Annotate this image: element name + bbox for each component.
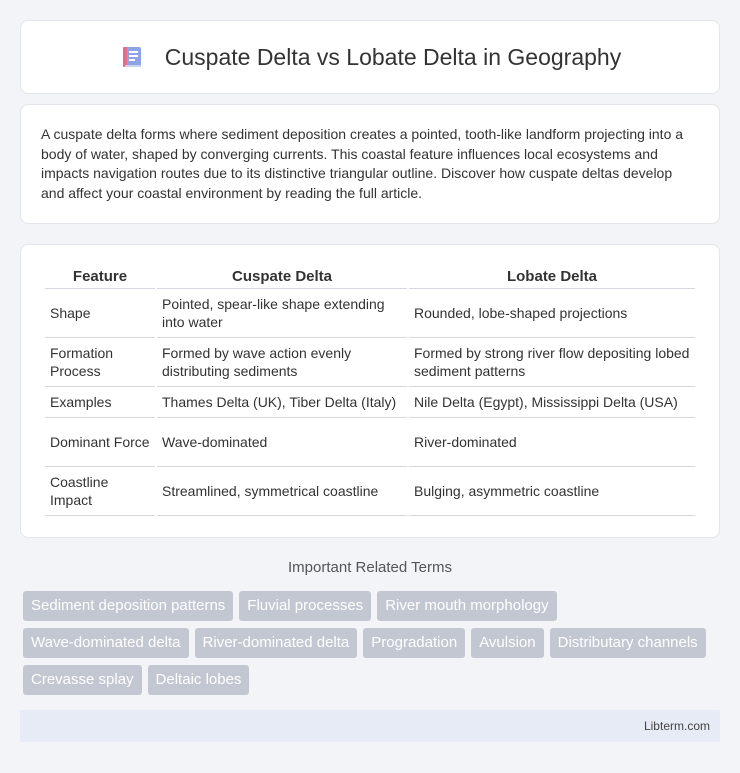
table-cell: Nile Delta (Egypt), Mississippi Delta (USA): [409, 387, 695, 418]
table-cell: Examples: [45, 387, 155, 418]
related-terms-list: [23, 591, 723, 702]
related-term-tag[interactable]: River mouth morphology: [377, 591, 556, 621]
comparison-table-card: [20, 244, 720, 538]
table-cell: Formed by wave action evenly distributing sediments: [157, 338, 407, 387]
related-terms-title: Important Related Terms: [288, 559, 452, 576]
table-cell: Formed by strong river flow depositing lobed sediment patterns: [409, 338, 695, 387]
header-cuspate: Cuspate Delta: [157, 265, 407, 289]
related-term-tag[interactable]: Avulsion: [471, 628, 543, 658]
footer-site-link[interactable]: Libterm.com: [643, 719, 710, 733]
table-row: [45, 418, 695, 467]
table-row: [45, 467, 695, 516]
related-term-tag[interactable]: Deltaic lobes: [148, 665, 250, 695]
table-cell: Streamlined, symmetrical coastline: [157, 467, 407, 516]
header-feature: Feature: [45, 265, 155, 289]
table-row: [45, 289, 695, 338]
intro-text: A cuspate delta forms where sediment deposition creates a pointed, tooth-like landform projecting into a body of water, shaped by converging currents. This coastal feature influences local ecosystems and impacts navigation routes due to its distinctive triangular outline. Discover how cuspate deltas develop and affect your coastal environment by reading the full article.: [41, 126, 684, 201]
table-cell: Coastline Impact: [45, 467, 155, 516]
table-row: [45, 338, 695, 387]
table-cell: Formation Process: [45, 338, 155, 387]
table-cell: Bulging, asymmetric coastline: [409, 467, 695, 516]
footer: [20, 710, 720, 742]
table-cell: Pointed, spear-like shape extending into water: [157, 289, 407, 338]
related-term-tag[interactable]: River-dominated delta: [195, 628, 358, 658]
book-icon: [119, 44, 145, 70]
page-title: Cuspate Delta vs Lobate Delta in Geography: [164, 43, 622, 70]
table-header-row: [45, 265, 695, 289]
table-cell: Thames Delta (UK), Tiber Delta (Italy): [157, 387, 407, 418]
intro-card: [20, 104, 720, 224]
title-card: [20, 20, 720, 94]
header-lobate: Lobate Delta: [409, 265, 695, 289]
table-cell: Shape: [45, 289, 155, 338]
related-term-tag[interactable]: Sediment deposition patterns: [23, 591, 233, 621]
related-term-tag[interactable]: Crevasse splay: [23, 665, 142, 695]
table-cell: Wave-dominated: [157, 418, 407, 467]
table-cell: River-dominated: [409, 418, 695, 467]
comparison-table: [43, 265, 697, 516]
related-term-tag[interactable]: Distributary channels: [550, 628, 706, 658]
related-term-tag[interactable]: Wave-dominated delta: [23, 628, 189, 658]
table-row: [45, 387, 695, 418]
table-cell: Dominant Force: [45, 418, 155, 467]
related-term-tag[interactable]: Progradation: [363, 628, 465, 658]
table-cell: Rounded, lobe-shaped projections: [409, 289, 695, 338]
related-term-tag[interactable]: Fluvial processes: [239, 591, 371, 621]
